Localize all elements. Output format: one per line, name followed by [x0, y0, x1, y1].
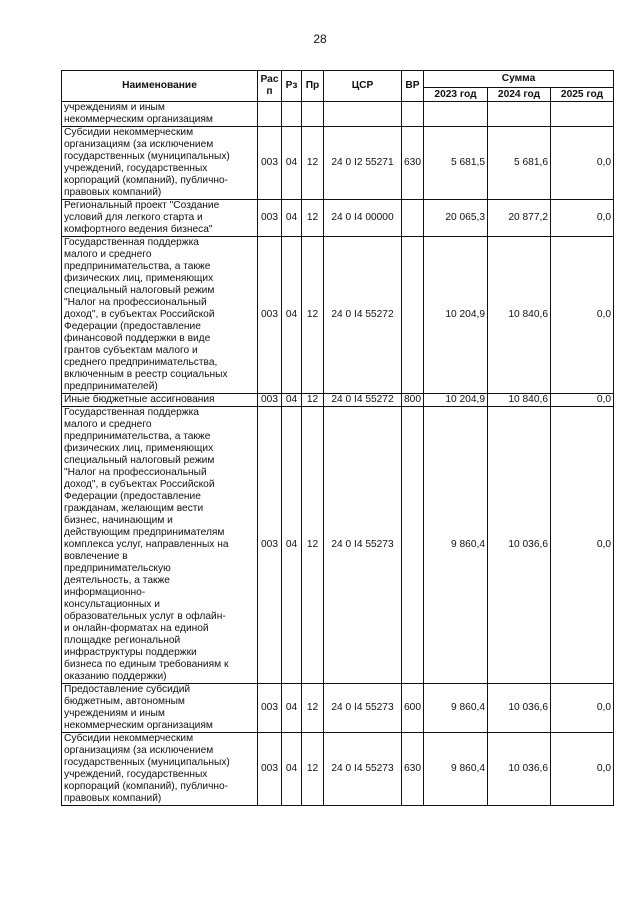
- table-header: [62, 71, 614, 102]
- cell-csr: 24 0 I4 55272: [324, 237, 402, 394]
- cell-csr: 24 0 I4 55273: [324, 733, 402, 806]
- cell-vr: 600: [402, 684, 424, 733]
- cell-name: Государственная поддержка малого и среднего предпринимательства, а также физических лиц, применяющих специальный налоговый режим "Налог на профессиональный доход", в субъектах Российской Федерации (предоставление финансовой поддержки в виде грантов субъектам малого и среднего предпринимательства, включенным в реестр социальных предпринимателей): [62, 237, 258, 394]
- cell-2025: 0,0: [551, 200, 614, 237]
- cell-2023: [424, 102, 488, 127]
- cell-2024: 20 877,2: [488, 200, 551, 237]
- cell-2025: 0,0: [551, 237, 614, 394]
- cell-vr: 800: [402, 394, 424, 407]
- cell-name: Субсидии некоммерческим организациям (за исключением государственных (муниципальных) учреждений, государственных корпораций (компаний), публично- правовых компаний): [62, 733, 258, 806]
- cell-rz: 04: [282, 237, 302, 394]
- cell-rz: 04: [282, 394, 302, 407]
- cell-pr: 12: [302, 733, 324, 806]
- cell-csr: 24 0 I4 55272: [324, 394, 402, 407]
- cell-rasp: 003: [258, 127, 282, 200]
- cell-2024: 10 840,6: [488, 394, 551, 407]
- header-rz: Рз: [282, 71, 302, 102]
- cell-2023: 20 065,3: [424, 200, 488, 237]
- cell-rz: [282, 102, 302, 127]
- cell-name: Иные бюджетные ассигнования: [62, 394, 258, 407]
- cell-2023: 9 860,4: [424, 407, 488, 684]
- cell-rasp: 003: [258, 684, 282, 733]
- cell-rasp: 003: [258, 200, 282, 237]
- cell-rasp: [258, 102, 282, 127]
- cell-csr: 24 0 I4 00000: [324, 200, 402, 237]
- cell-2024: [488, 102, 551, 127]
- table-row: [62, 237, 614, 394]
- budget-table: [61, 70, 614, 806]
- cell-rasp: 003: [258, 237, 282, 394]
- cell-csr: [324, 102, 402, 127]
- header-pr: Пр: [302, 71, 324, 102]
- table-body: [62, 102, 614, 806]
- page-number: 28: [313, 32, 327, 46]
- cell-2024: 10 036,6: [488, 684, 551, 733]
- header-year-2024: 2024 год: [488, 88, 551, 102]
- cell-2025: 0,0: [551, 394, 614, 407]
- cell-2025: 0,0: [551, 684, 614, 733]
- cell-2025: 0,0: [551, 733, 614, 806]
- cell-2023: 5 681,5: [424, 127, 488, 200]
- header-csr: ЦСР: [324, 71, 402, 102]
- cell-2023: 10 204,9: [424, 394, 488, 407]
- cell-pr: [302, 102, 324, 127]
- header-name: Наименование: [62, 71, 258, 102]
- cell-2024: 10 840,6: [488, 237, 551, 394]
- cell-csr: 24 0 I2 55271: [324, 127, 402, 200]
- cell-2024: 10 036,6: [488, 407, 551, 684]
- cell-csr: 24 0 I4 55273: [324, 407, 402, 684]
- table-row: [62, 733, 614, 806]
- cell-pr: 12: [302, 237, 324, 394]
- cell-vr: [402, 102, 424, 127]
- cell-vr: 630: [402, 733, 424, 806]
- cell-rz: 04: [282, 200, 302, 237]
- cell-name: Региональный проект "Создание условий для легкого старта и комфортного ведения бизнеса": [62, 200, 258, 237]
- table-row: [62, 394, 614, 407]
- cell-rz: 04: [282, 407, 302, 684]
- cell-csr: 24 0 I4 55273: [324, 684, 402, 733]
- cell-pr: 12: [302, 407, 324, 684]
- cell-name: Субсидии некоммерческим организациям (за исключением государственных (муниципальных) учреждений, государственных корпораций (компаний), публично- правовых компаний): [62, 127, 258, 200]
- cell-pr: 12: [302, 200, 324, 237]
- header-sum: Сумма: [424, 71, 614, 88]
- cell-2023: 10 204,9: [424, 237, 488, 394]
- cell-vr: [402, 407, 424, 684]
- cell-vr: [402, 200, 424, 237]
- header-rasp: Рас п: [258, 71, 282, 102]
- header-year-2023: 2023 год: [424, 88, 488, 102]
- cell-name: Предоставление субсидий бюджетным, автономным учреждениям и иным некоммерческим организациям: [62, 684, 258, 733]
- cell-2023: 9 860,4: [424, 733, 488, 806]
- header-year-2025: 2025 год: [551, 88, 614, 102]
- cell-pr: 12: [302, 394, 324, 407]
- cell-vr: 630: [402, 127, 424, 200]
- cell-name: Государственная поддержка малого и среднего предпринимательства, а также физических лиц, применяющих специальный налоговый режим "Налог на профессиональный доход", в субъектах Российской Федерации (предоставление гражданам, желающим вести бизнес, начинающим и действующим предпринимателям комплекса услуг, направленных на вовлечение в предпринимательскую деятельность, а также информационно- консультационных и образовательных услуг в офлайн- и онлайн-форматах на единой площадке региональной инфраструктуры поддержки бизнеса по единым требованиям к оказанию поддержки): [62, 407, 258, 684]
- table-row: [62, 127, 614, 200]
- cell-2025: 0,0: [551, 407, 614, 684]
- cell-2024: 5 681,6: [488, 127, 551, 200]
- cell-rasp: 003: [258, 394, 282, 407]
- cell-2024: 10 036,6: [488, 733, 551, 806]
- cell-name: учреждениям и иным некоммерческим организациям: [62, 102, 258, 127]
- cell-pr: 12: [302, 127, 324, 200]
- cell-pr: 12: [302, 684, 324, 733]
- cell-rz: 04: [282, 127, 302, 200]
- cell-2023: 9 860,4: [424, 684, 488, 733]
- table-row: [62, 684, 614, 733]
- table-row: [62, 102, 614, 127]
- cell-vr: [402, 237, 424, 394]
- cell-2025: [551, 102, 614, 127]
- cell-rasp: 003: [258, 407, 282, 684]
- cell-rz: 04: [282, 733, 302, 806]
- header-vr: ВР: [402, 71, 424, 102]
- cell-rz: 04: [282, 684, 302, 733]
- table-row: [62, 407, 614, 684]
- cell-2025: 0,0: [551, 127, 614, 200]
- cell-rasp: 003: [258, 733, 282, 806]
- table-row: [62, 200, 614, 237]
